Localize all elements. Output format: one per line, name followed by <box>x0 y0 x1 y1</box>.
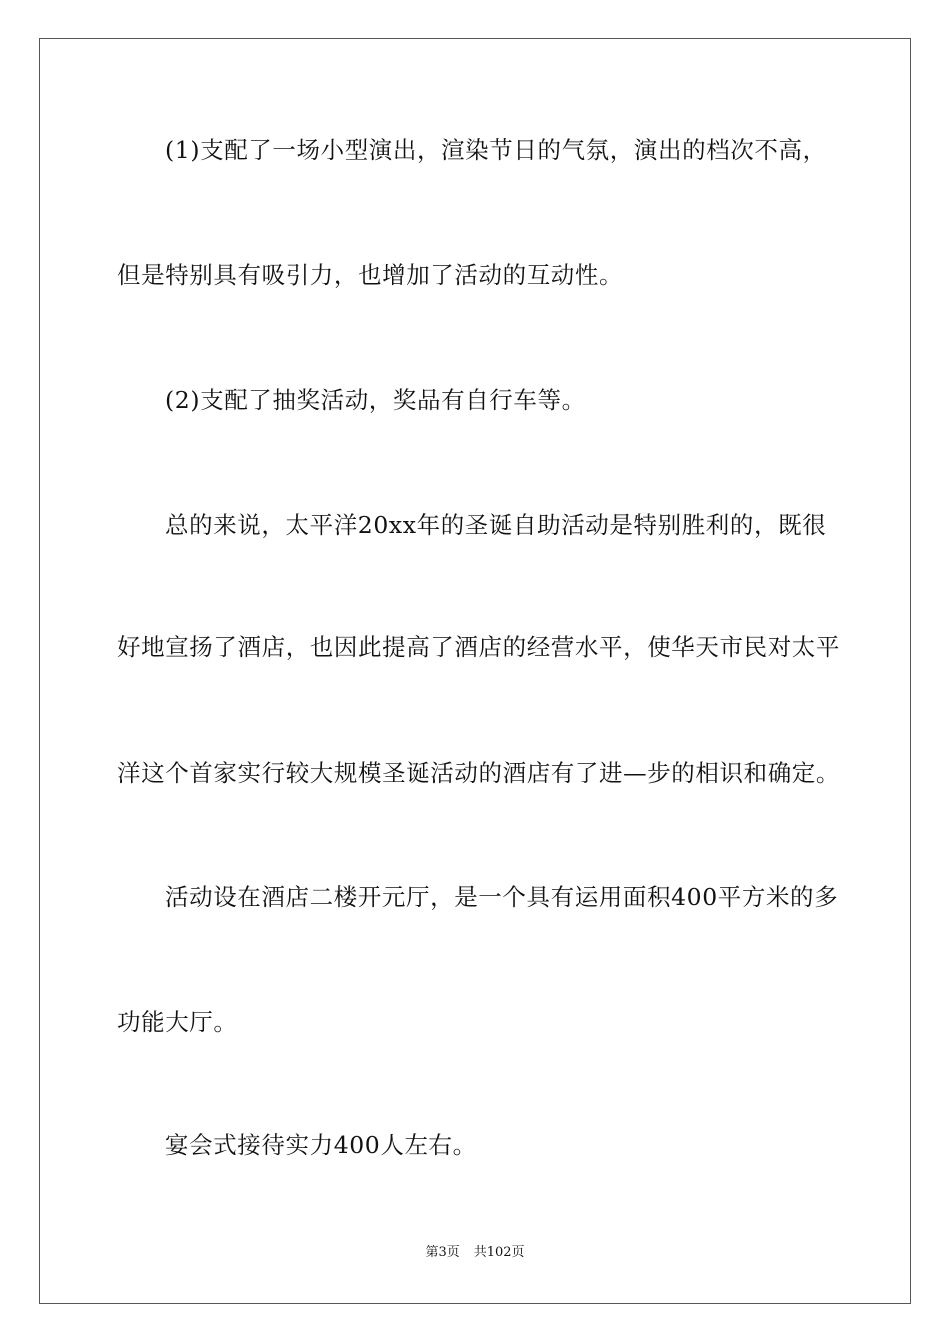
paragraph-line-4: 总的来说，太平洋20xx年的圣诞自助活动是特别胜利的，既很 <box>165 511 827 539</box>
page-footer <box>0 1244 950 1262</box>
page-border <box>39 38 911 1304</box>
page-number: 第3页 <box>425 1245 460 1260</box>
paragraph-line-3: (2)支配了抽奖活动，奖品有自行车等。 <box>165 386 586 414</box>
total-pages: 共102页 <box>473 1245 525 1260</box>
paragraph-line-7: 活动设在酒店二楼开元厅，是一个具有运用面积400平方米的多 <box>165 883 839 911</box>
paragraph-line-9: 宴会式接待实力400人左右。 <box>165 1131 477 1159</box>
paragraph-line-1: (1)支配了一场小型演出，渲染节日的气氛，演出的档次不高， <box>165 136 827 164</box>
paragraph-line-2: 但是特别具有吸引力，也增加了活动的互动性。 <box>117 261 624 289</box>
paragraph-line-5: 好地宣扬了酒店，也因此提高了酒店的经营水平，使华天市民对太平 <box>117 633 840 661</box>
paragraph-line-8: 功能大厅。 <box>117 1008 238 1036</box>
paragraph-line-6: 洋这个首家实行较大规模圣诞活动的酒店有了进—步的相识和确定。 <box>117 759 840 787</box>
